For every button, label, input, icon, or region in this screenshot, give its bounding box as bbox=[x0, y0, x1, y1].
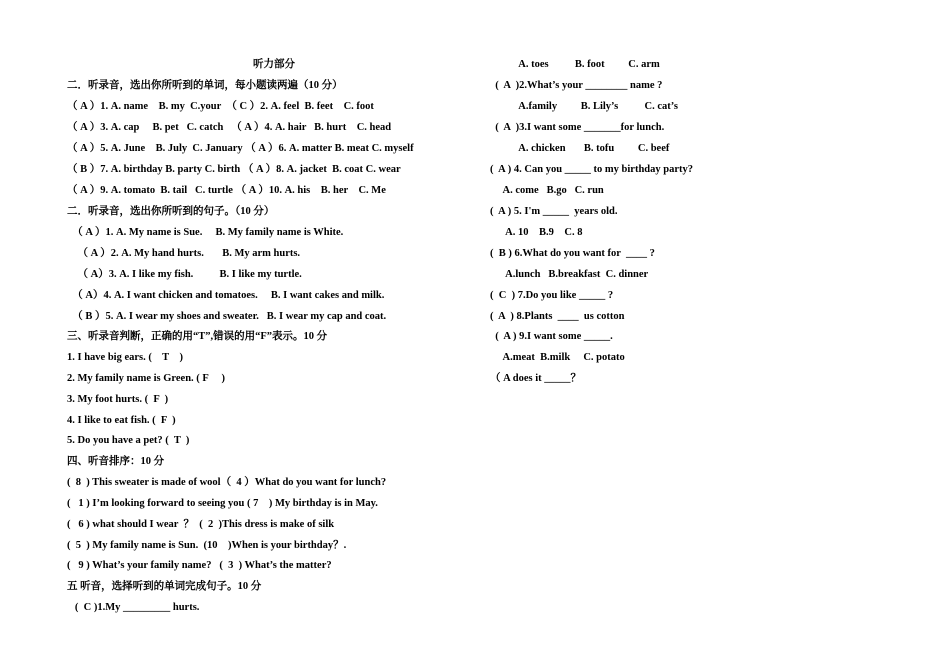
question-line: ( 5 ) My family name is Sun. (10 )When is your birthday？. bbox=[67, 540, 347, 551]
section-2-heading: 二．听录音，选出你所听到的单词，每小题读两遍（10 分） bbox=[67, 80, 343, 91]
question-line: 2. My family name is Green. ( F ) bbox=[67, 373, 226, 384]
question-line: ( 8 ) This sweater is made of wool（ 4 ）What do you want for lunch? bbox=[67, 477, 387, 488]
question-line: ( A ) 5. I'm _____ years old. bbox=[490, 206, 618, 217]
question-line: A.family B. Lily’s C. cat’s bbox=[490, 101, 678, 112]
question-line: ( A ) 4. Can you _____ to my birthday party? bbox=[490, 164, 694, 175]
question-line: （ A ）2. A. My hand hurts. B. My arm hurts. bbox=[67, 248, 301, 259]
question-line: （ A）3. A. I like my fish. B. I like my turtle. bbox=[67, 269, 302, 280]
section-title: 听力部分 bbox=[253, 59, 295, 70]
question-line: A. 10 B.9 C. 8 bbox=[490, 227, 583, 238]
question-line: （ A ）5. A. June B. July C. January （ A ）6. A. matter B. meat C. myself bbox=[67, 143, 414, 154]
question-line: （ A does it _____？ bbox=[490, 373, 582, 384]
question-line: （ A ）1. A. My name is Sue. B. My family name is White. bbox=[67, 227, 344, 238]
question-line: A.meat B.milk C. potato bbox=[490, 352, 625, 363]
question-line: ( A ) 9.I want some _____. bbox=[490, 331, 613, 342]
question-line: （ A ）3. A. cap B. pet C. catch （ A ）4. A. hair B. hurt C. head bbox=[67, 122, 392, 133]
question-line: ( B ) 6.What do you want for ____ ? bbox=[490, 248, 655, 259]
question-line: A. chicken B. tofu C. beef bbox=[490, 143, 670, 154]
question-line: （ B ）5. A. I wear my shoes and sweater. B. I wear my cap and coat. bbox=[67, 311, 387, 322]
question-line: 5. Do you have a pet? ( T ) bbox=[67, 435, 190, 446]
question-line: ( 1 ) I’m looking forward to seeing you ( 7 ) My birthday is in May. bbox=[67, 498, 378, 509]
question-line: 4. I like to eat fish. ( F ) bbox=[67, 415, 176, 426]
question-line: ( A )3.I want some _______for lunch. bbox=[490, 122, 665, 133]
question-line: A. toes B. foot C. arm bbox=[490, 59, 660, 70]
question-line: ( A ) 8.Plants ____ us cotton bbox=[490, 311, 625, 322]
question-line: ( 6 ) what should I wear ？ ( 2 )This dress is make of silk bbox=[67, 519, 335, 530]
question-line: 3. My foot hurts. ( F ) bbox=[67, 394, 169, 405]
question-line: ( C ) 7.Do you like _____ ? bbox=[490, 290, 614, 301]
question-line: 1. I have big ears. ( T ) bbox=[67, 352, 183, 363]
question-line: （ B ）7. A. birthday B. party C. birth （ A ）8. A. jacket B. coat C. wear bbox=[67, 164, 401, 175]
question-line: ( A )2.What’s your ________ name ? bbox=[490, 80, 663, 91]
question-line: （ A ）1. A. name B. my C.your （ C ）2. A. feel B. feet C. foot bbox=[67, 101, 374, 112]
question-line: （ A）4. A. I want chicken and tomatoes. B. I want cakes and milk. bbox=[67, 290, 385, 301]
question-line: （ A ）9. A. tomato B. tail C. turtle （ A ）10. A. his B. her C. Me bbox=[67, 185, 386, 196]
question-line: ( C )1.My _________ hurts. bbox=[67, 602, 200, 613]
section-2b-heading: 二．听录音，选出你所听到的句子。（10 分） bbox=[67, 206, 275, 217]
question-line: A.lunch B.breakfast C. dinner bbox=[490, 269, 649, 280]
section-3-heading: 三、听录音判断，正确的用“T”,错误的用“F”表示。10 分 bbox=[67, 331, 328, 342]
question-line: A. come B.go C. run bbox=[490, 185, 604, 196]
section-4-heading: 四、听音排序：10 分 bbox=[67, 456, 165, 467]
section-5-heading: 五 听音，选择听到的单词完成句子。10 分 bbox=[67, 581, 262, 592]
question-line: ( 9 ) What’s your family name? ( 3 ) What’s the matter? bbox=[67, 560, 332, 571]
